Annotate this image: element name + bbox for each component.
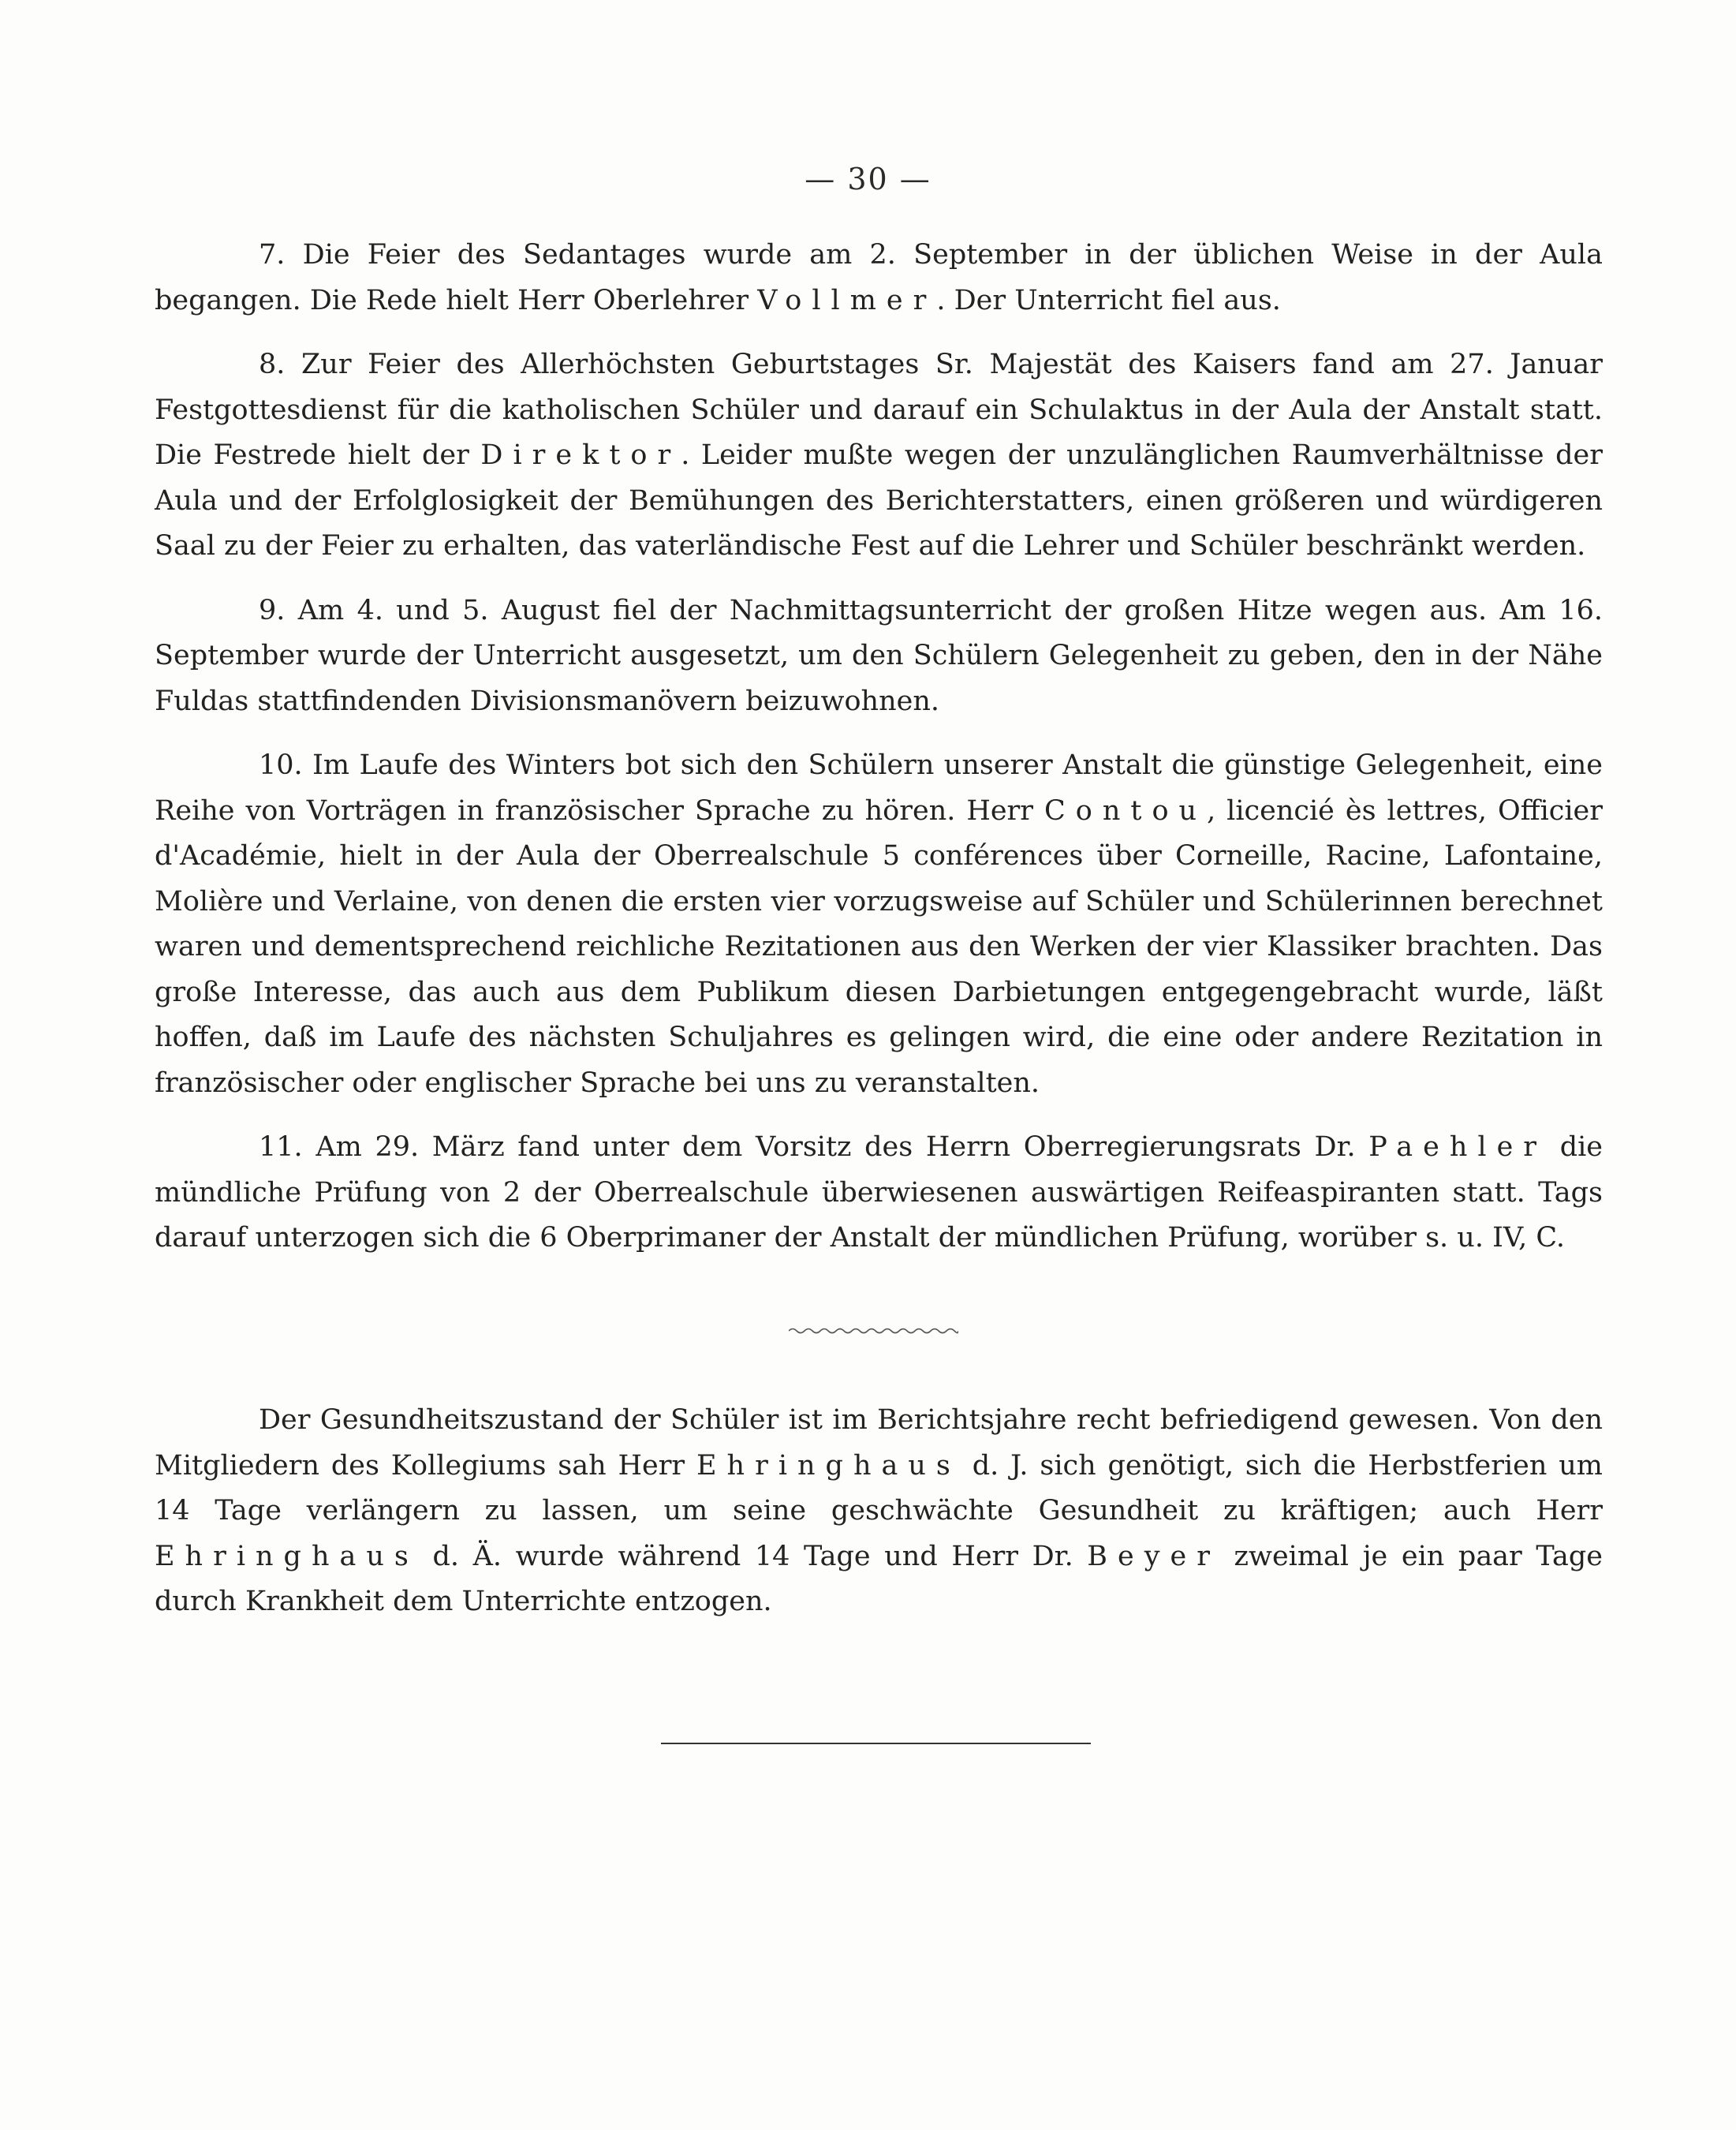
spaced-name: Direktor xyxy=(480,439,681,471)
text-run: die mündliche Prüfung von 2 der Oberrealschule überwiesenen auswärtigen Reifeaspiranten statt. Tags darauf unterzogen sich die 6 Oberprimaner der Anstalt der mündlichen Prüfung, worüber s. u. IV, C. xyxy=(155,1131,1603,1254)
text-run: Der Gesundheitszustand der Schüler ist im Berichtsjahre recht befriedigend gewesen. Von den Mitgliedern des Kollegiums sah Herr xyxy=(155,1404,1603,1482)
text-run: . Der Unterricht fiel aus. xyxy=(936,284,1281,316)
spaced-name: Ehringhaus xyxy=(155,1540,419,1572)
text-run: , licencié ès lettres, Officier d'Académie, hielt in der Aula der Oberrealschule 5 conférences über Corneille, Racine, Lafontaine, Molière und Verlaine, von denen die ersten vier vorzugsweise auf Schüler und Schülerinnen berechnet waren und dementsprechend reichliche Rezitationen aus den Werken der vier Klassiker brachten. Das große Interesse, das auch aus dem Publikum diesen Darbietungen entgegengebracht wurde, läßt hoffen, daß im Laufe des nächsten Schuljahres es gelingen wird, die eine oder andere Rezitation in französischer oder englischer Sprache bei uns zu veranstalten. xyxy=(155,794,1603,1099)
text-run: 9. Am 4. und 5. August fiel der Nachmittagsunterricht der großen Hitze wegen aus. Am 16. September wurde der Unterricht ausgesetzt, um den Schülern Gelegenheit zu geben, den in der Nähe Fuldas stattfindenden Divisionsmanövern beizuwohnen. xyxy=(155,594,1603,717)
wavy-separator xyxy=(789,1325,958,1336)
chronicle-section xyxy=(155,233,1603,1280)
spaced-name: Beyer xyxy=(1087,1540,1220,1572)
text-run: 8. Zur Feier des Allerhöchsten Geburtstages Sr. Majestät des Kaisers fand am 27. Januar Festgottesdienst für die katholischen Schüler und darauf ein Schulaktus in der Aula der Anstalt statt. Die Festrede hielt der xyxy=(155,349,1603,471)
paragraph-9 xyxy=(155,589,1603,725)
spaced-name: Vollmer xyxy=(757,284,937,316)
paragraph-11 xyxy=(155,1125,1603,1261)
page-number: — 30 — xyxy=(805,162,931,196)
text-run: 7. Die Feier des Sedantages wurde am 2. September in der üblichen Weise in der Aula begangen. Die Rede hielt Herr Oberlehrer xyxy=(155,239,1603,316)
health-section xyxy=(155,1398,1603,1644)
health-paragraph xyxy=(155,1398,1603,1625)
spaced-name: Paehler xyxy=(1368,1131,1547,1163)
text-run: 10. Im Laufe des Winters bot sich den Schülern unserer Anstalt die günstige Gelegenheit, eine Reihe von Vorträgen in französischer Sprache zu hören. Herr xyxy=(155,749,1603,827)
text-run: . Leider mußte wegen der unzulänglichen Raumverhältnisse der Aula und der Erfolglosigkeit der Bemühungen des Berichterstatters, einen größeren und würdigeren Saal zu der Feier zu erhalten, das vaterländische Fest auf die Lehrer und Schüler beschränkt werden. xyxy=(155,439,1603,562)
text-run: d. J. sich genötigt, sich die Herbstferien um 14 Tage verlängern zu lassen, um seine geschwächte Gesundheit zu kräftigen; auch Herr xyxy=(155,1449,1603,1526)
spaced-name: Ehringhaus xyxy=(696,1449,961,1482)
text-run: 11. Am 29. März fand unter dem Vorsitz des Herrn Oberregierungsrats Dr. xyxy=(259,1131,1369,1163)
paragraph-10 xyxy=(155,743,1603,1106)
paragraph-7 xyxy=(155,233,1603,323)
text-run: d. Ä. wurde während 14 Tage und Herr Dr. xyxy=(418,1540,1088,1572)
paragraph-8 xyxy=(155,342,1603,570)
closing-rule xyxy=(661,1743,1091,1744)
spaced-name: Contou xyxy=(1043,794,1208,827)
text-run: zweimal je ein paar Tage durch Krankheit dem Unterrichte entzogen. xyxy=(155,1540,1603,1617)
